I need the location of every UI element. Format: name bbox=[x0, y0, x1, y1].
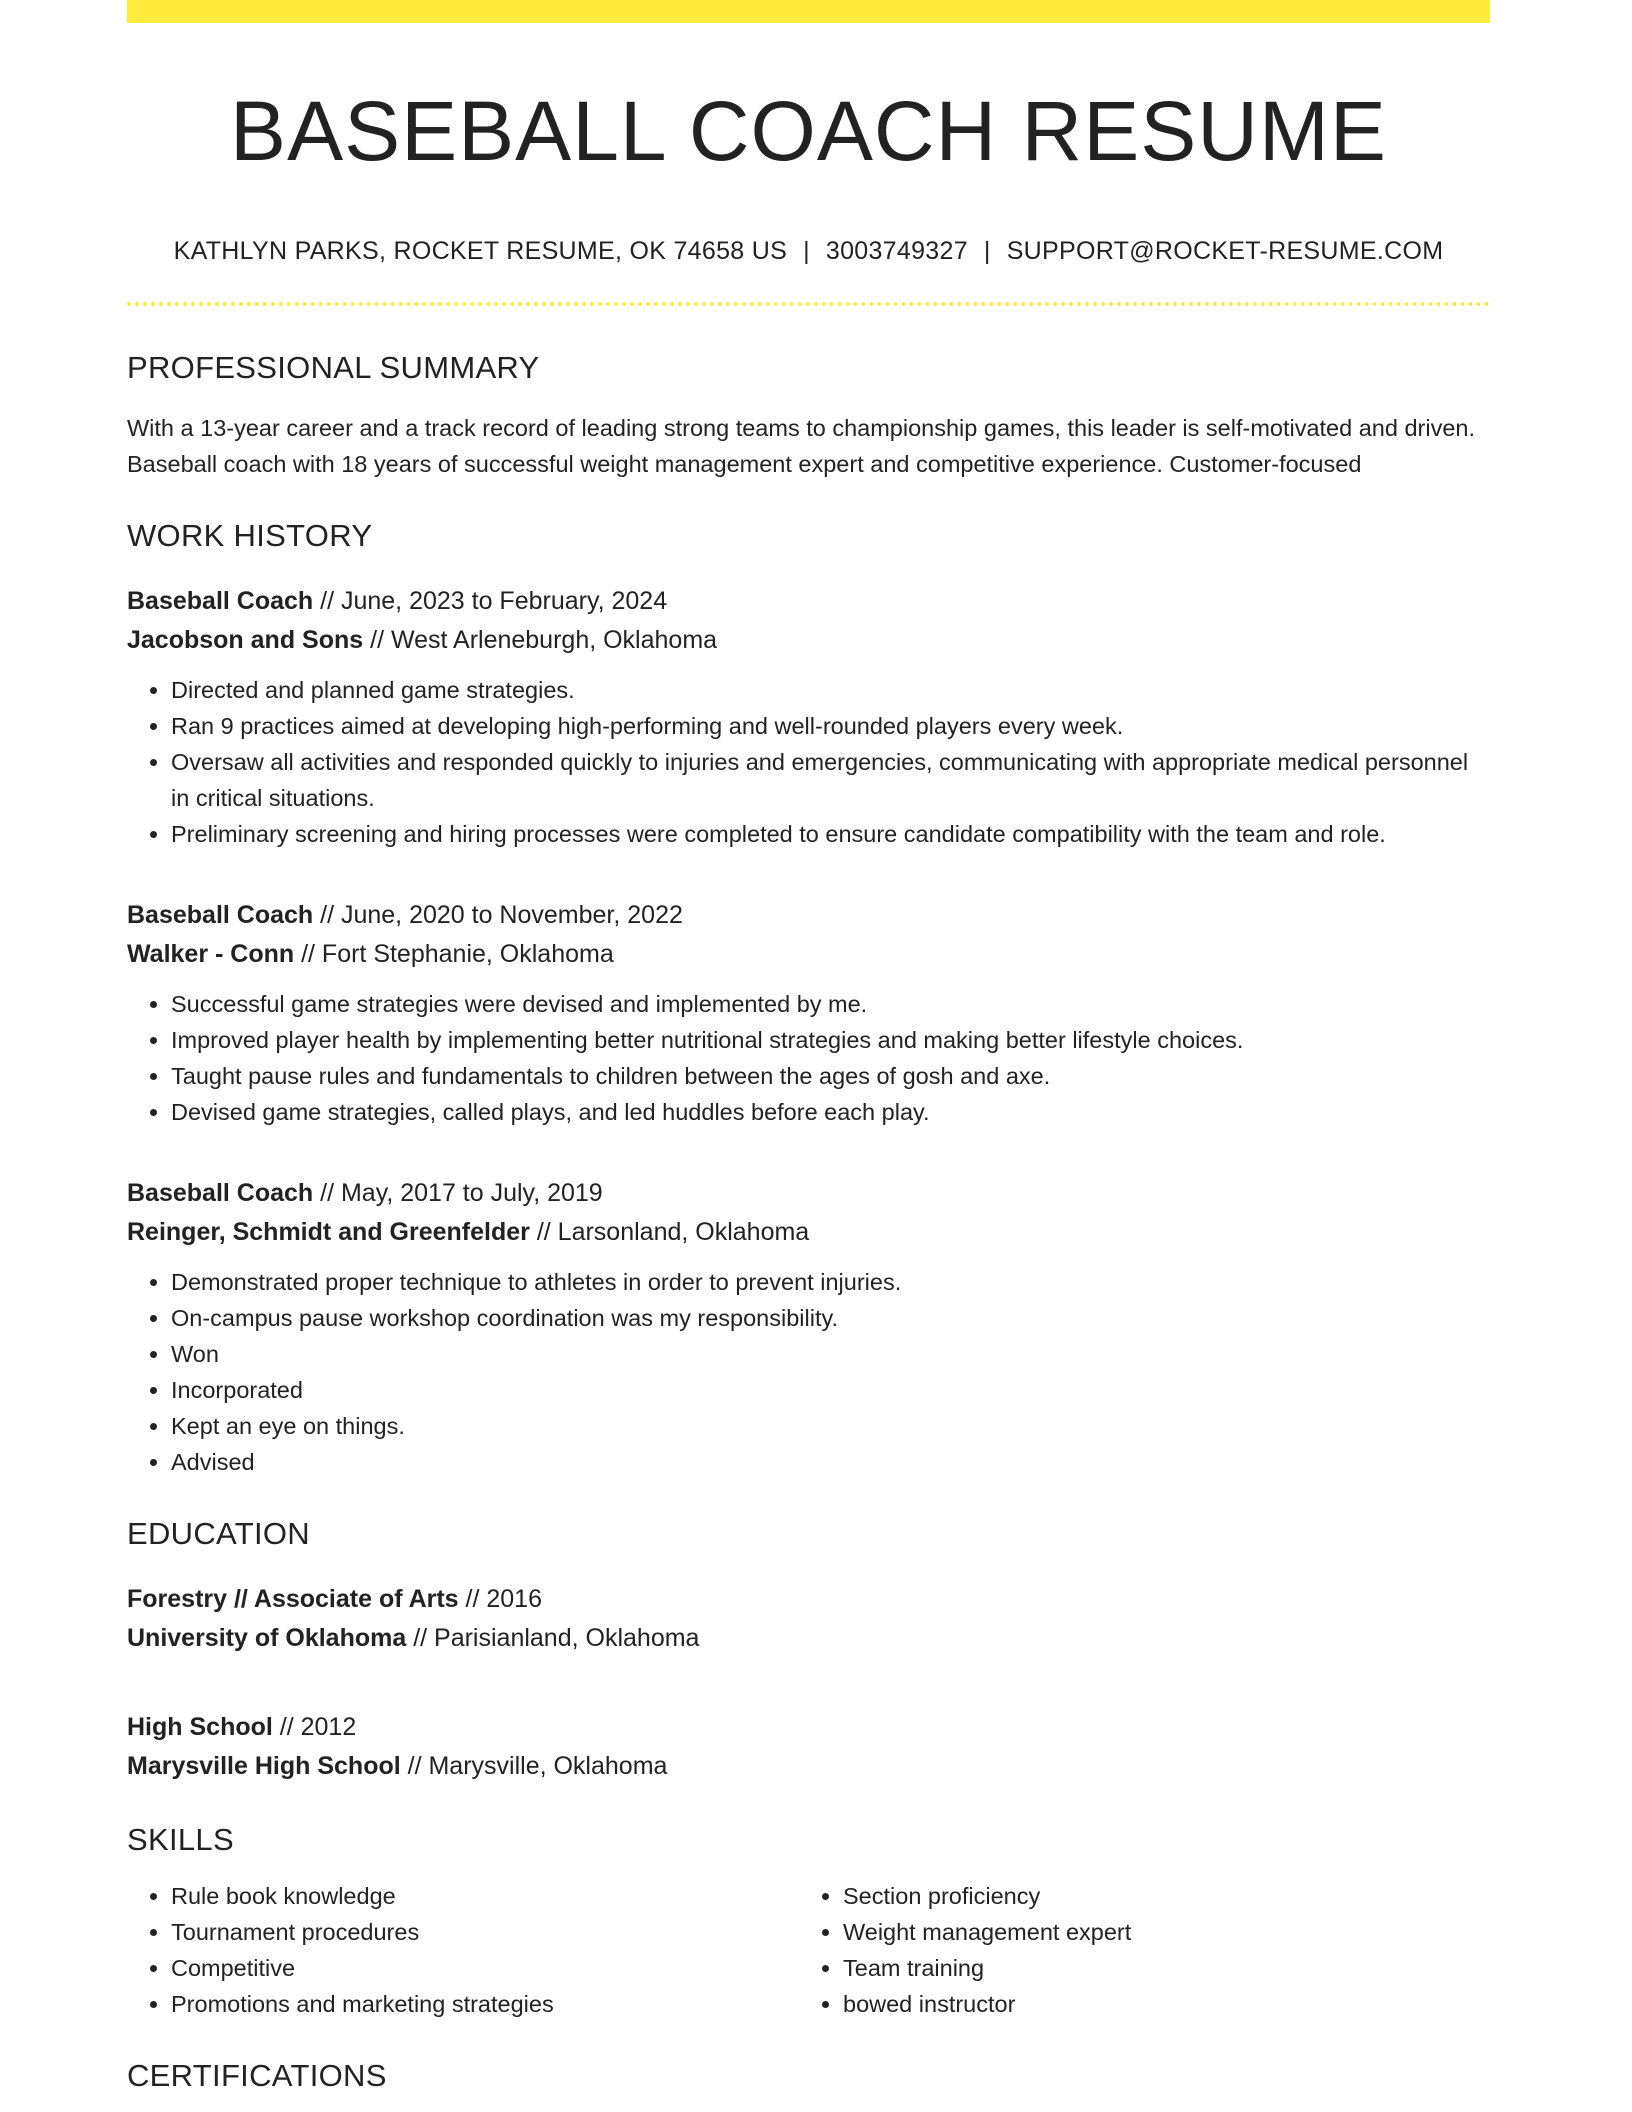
list-item: • Ran 9 practices aimed at developing high-performing and well-rounded players every week. bbox=[171, 708, 1490, 744]
summary-heading: PROFESSIONAL SUMMARY bbox=[127, 350, 540, 386]
job-company: Jacobson and Sons bbox=[127, 626, 364, 655]
job-title: Baseball Coach bbox=[127, 901, 314, 930]
dotted-divider bbox=[127, 302, 1490, 306]
list-item: • Kept an eye on things. bbox=[171, 1408, 1490, 1444]
list-item: • Demonstrated proper technique to athletes in order to prevent injuries. bbox=[171, 1264, 1490, 1300]
school: University of Oklahoma bbox=[127, 1624, 407, 1653]
list-item: • bowed instructor bbox=[843, 1986, 1471, 2022]
contact-separator: | bbox=[803, 237, 810, 266]
job-dates: // June, 2023 to February, 2024 bbox=[313, 587, 668, 616]
list-item: • Devised game strategies, called plays, and led huddles before each play. bbox=[171, 1094, 1490, 1130]
job-location: // West Arleneburgh, Oklahoma bbox=[363, 626, 718, 655]
resume-page bbox=[127, 0, 1490, 2094]
job-title: Baseball Coach bbox=[127, 587, 314, 616]
certifications-heading: CERTIFICATIONS bbox=[127, 2058, 387, 2094]
job-bullets bbox=[127, 1264, 1490, 1480]
school-line bbox=[127, 1747, 1490, 1786]
job-location: // Larsonland, Oklahoma bbox=[529, 1218, 810, 1247]
list-item: • On-campus pause workshop coordination was my responsibility. bbox=[171, 1300, 1490, 1336]
degree-line bbox=[127, 1708, 1490, 1747]
education-entry bbox=[127, 1708, 1490, 1786]
job-dates: // June, 2020 to November, 2022 bbox=[313, 901, 683, 930]
list-item: • Successful game strategies were devised and implemented by me. bbox=[171, 986, 1490, 1022]
job-bullets bbox=[127, 672, 1490, 852]
job-entry bbox=[127, 896, 1490, 1130]
list-item: • Oversaw all activities and responded quickly to injuries and emergencies, communicating with appropriate medical personnel in critical situations. bbox=[171, 744, 1490, 816]
school: Marysville High School bbox=[127, 1752, 401, 1781]
list-item: • Incorporated bbox=[171, 1372, 1490, 1408]
job-company-line bbox=[127, 621, 1490, 660]
job-title-line bbox=[127, 1174, 1490, 1213]
list-item: • Won bbox=[171, 1336, 1490, 1372]
contact-separator: | bbox=[983, 237, 991, 266]
job-entry bbox=[127, 582, 1490, 852]
skills-list bbox=[127, 1878, 1490, 2022]
degree: High School bbox=[127, 1713, 273, 1742]
list-item: • Team training bbox=[843, 1950, 1471, 1986]
degree-line bbox=[127, 1580, 1490, 1619]
education-entry bbox=[127, 1580, 1490, 1658]
degree: Forestry // Associate of Arts bbox=[127, 1585, 459, 1614]
work-history-heading: WORK HISTORY bbox=[127, 518, 373, 554]
list-item: • Section proficiency bbox=[843, 1878, 1471, 1914]
resume-title: BASEBALL COACH RESUME bbox=[230, 84, 1387, 178]
skills-heading: SKILLS bbox=[127, 1822, 234, 1858]
list-item: • Rule book knowledge bbox=[171, 1878, 799, 1914]
list-item: • Competitive bbox=[171, 1950, 799, 1986]
school-location: // Marysville, Oklahoma bbox=[400, 1752, 668, 1781]
degree-year: // 2012 bbox=[272, 1713, 357, 1742]
school-line bbox=[127, 1619, 1490, 1658]
job-entry bbox=[127, 1174, 1490, 1480]
accent-bar bbox=[127, 0, 1490, 23]
job-company: Reinger, Schmidt and Greenfelder bbox=[127, 1218, 530, 1247]
list-item: • Improved player health by implementing better nutritional strategies and making better lifestyle choices. bbox=[171, 1022, 1490, 1058]
list-item: • Weight management expert bbox=[843, 1914, 1471, 1950]
school-location: // Parisianland, Oklahoma bbox=[406, 1624, 700, 1653]
job-company-line bbox=[127, 935, 1490, 974]
skills-column-right bbox=[799, 1878, 1471, 2022]
contact-email: SUPPORT@ROCKET-RESUME.COM bbox=[1006, 237, 1444, 266]
job-title: Baseball Coach bbox=[127, 1179, 314, 1208]
education-heading: EDUCATION bbox=[127, 1516, 310, 1552]
job-company: Walker - Conn bbox=[127, 940, 295, 969]
contact-phone: 3003749327 bbox=[825, 237, 968, 266]
list-item: • Preliminary screening and hiring processes were completed to ensure candidate compatibility with the team and role. bbox=[171, 816, 1490, 852]
list-item: • Advised bbox=[171, 1444, 1490, 1480]
job-bullets bbox=[127, 986, 1490, 1130]
job-title-line bbox=[127, 582, 1490, 621]
skills-column-left bbox=[127, 1878, 799, 2022]
degree-year: // 2016 bbox=[458, 1585, 542, 1614]
list-item: • Directed and planned game strategies. bbox=[171, 672, 1490, 708]
summary-text: With a 13-year career and a track record of leading strong teams to championship games, this leader is self-motivated and driven. Baseball coach with 18 years of successful weight management expert and competitive experience. Customer-focused bbox=[127, 415, 1476, 478]
job-company-line bbox=[127, 1213, 1490, 1252]
contact-line bbox=[127, 237, 1490, 266]
job-title-line bbox=[127, 896, 1490, 935]
contact-address: KATHLYN PARKS, ROCKET RESUME, OK 74658 US bbox=[173, 237, 788, 266]
job-dates: // May, 2017 to July, 2019 bbox=[313, 1179, 603, 1208]
list-item: • Taught pause rules and fundamentals to children between the ages of gosh and axe. bbox=[171, 1058, 1490, 1094]
job-location: // Fort Stephanie, Oklahoma bbox=[294, 940, 614, 969]
list-item: • Promotions and marketing strategies bbox=[171, 1986, 799, 2022]
list-item: • Tournament procedures bbox=[171, 1914, 799, 1950]
